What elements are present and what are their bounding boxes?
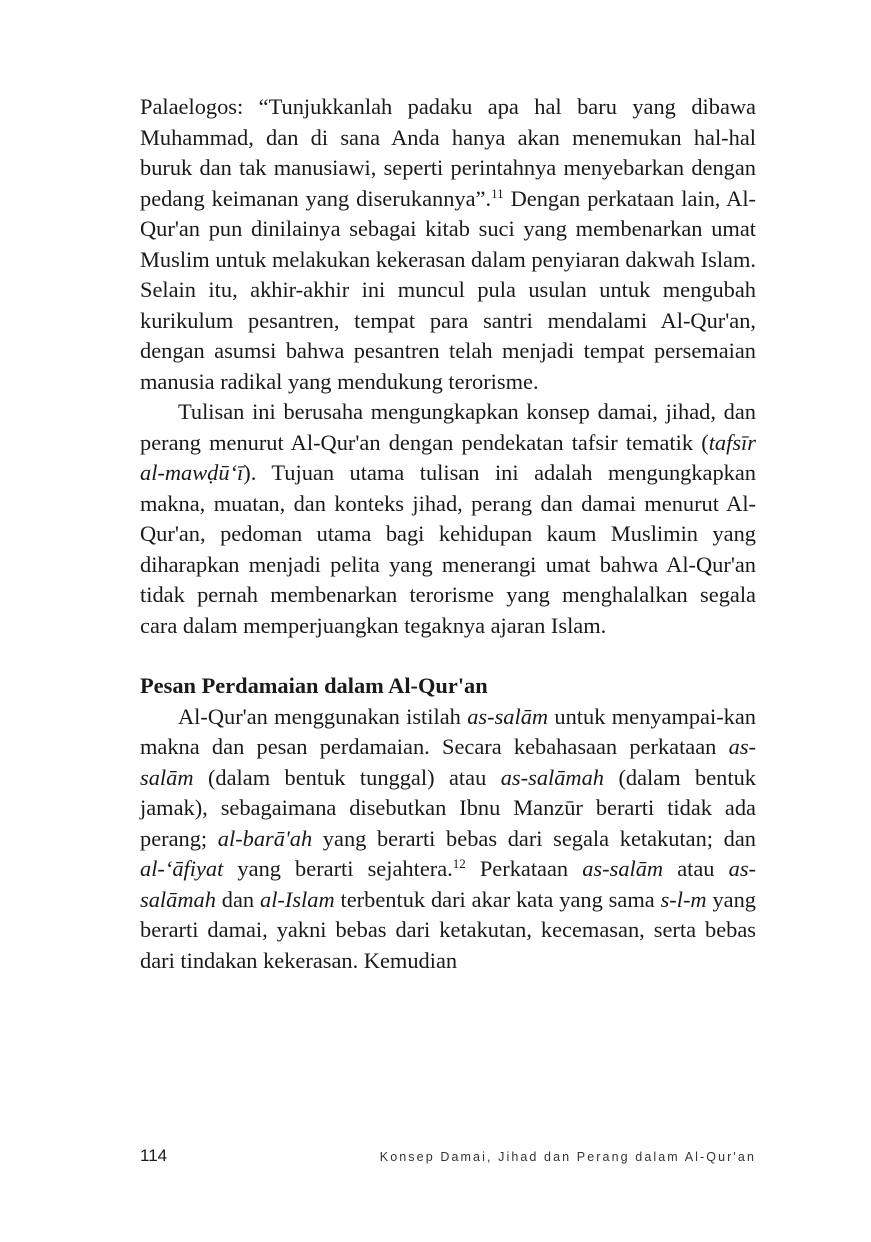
p3-text-10: terbentuk dari akar kata yang sama [334,886,661,912]
p3-italic-5: al-‘āfiyat [140,856,224,881]
p3-italic-4: al-barā'ah [217,825,313,851]
main-text [140,92,756,976]
p3-italic-3: as-salāmah [500,764,604,790]
paragraph-1-text-a: Palaelogos: “Tunjukkanlah padaku apa hal baru yang dibawa Muhammad, dan di sana Anda hanya akan menemukan hal-hal buruk dan tak manusiawi, seperti perintahnya menyebarkan dengan pedang keimanan yang diserukannya”. [140,94,756,211]
footnote-ref-12[interactable]: 12 [452,856,466,871]
p3-italic-7: as-salāmah [140,856,756,912]
italic-term-tafsir: tafsīr al-mawḍū‘ī [140,429,756,485]
p3-italic-6: as-salām [582,856,664,881]
p3-italic-1: as-salām [467,703,549,729]
p3-italic-8: al-Islam [260,886,335,912]
p3-text-11: yang berarti damai, yakni bebas dari ketakutan, kecemasan, serta bebas dari tindakan kekerasan. Kemudian [140,886,757,973]
paragraph-2 [140,397,756,641]
p3-italic-2: as-salām [140,734,756,790]
page-footer [140,1146,756,1166]
paragraph-2-text-a: Tulisan ini berusaha mengungkapkan konsep damai, jihad, dan perang menurut Al-Qur'an dengan pendekatan tafsir tematik ( [140,399,756,455]
running-title: Konsep Damai, Jihad dan Perang dalam Al-Qur'an [379,1150,756,1164]
p3-text-6: yang berarti sejahtera. [223,856,453,881]
p3-text-1: Al-Qur'an menggunakan istilah [178,703,468,729]
p3-text-5: yang berarti bebas dari segala ketakutan; dan [312,825,756,851]
paragraph-3 [140,702,756,977]
p3-italic-9: s-l-m [660,886,707,912]
p3-text-7: Perkataan [465,856,583,881]
p3-text-3: (dalam bentuk tunggal) atau [193,764,501,790]
section-heading: Pesan Perdamaian dalam Al-Qur'an [140,673,488,698]
paragraph-2-text-b: ). Tujuan utama tulisan ini adalah mengungkapkan makna, muatan, dan konteks jihad, perang dan damai menurut Al-Qur'an, pedoman utama bagi kehidupan kaum Muslimin yang diharapkan menjadi pelita yang menerangi umat bahwa Al-Qur'an tidak pernah membenarkan terorisme yang menghalalkan segala cara dalam memperjuangkan tegaknya ajaran Islam. [140,460,756,638]
footnote-ref-11[interactable]: 11 [491,185,504,201]
p3-text-9: dan [215,886,260,912]
p3-text-8: atau [663,856,729,881]
paragraph-1-text-b: Dengan perkataan lain, Al-Qur'an pun dinilainya sebagai kitab suci yang membenarkan umat Muslim untuk melakukan kekerasan dalam penyiaran dakwah Islam. Selain itu, akhir-akhir ini muncul pula usulan untuk mengubah kurikulum pesantren, tempat para santri mendalami Al-Qur'an, dengan asumsi bahwa pesantren telah menjadi tempat persemaian manusia radikal yang mendukung terorisme. [140,185,756,394]
page-number: 114 [140,1146,168,1165]
p3-text-2: untuk menyampai-kan makna dan pesan perdamaian. Secara kebahasaan perkataan [140,703,757,759]
paragraph-1 [140,92,756,397]
p3-text-4: (dalam bentuk jamak), sebagaimana disebutkan Ibnu Manzūr berarti tidak ada perang; [140,764,756,851]
